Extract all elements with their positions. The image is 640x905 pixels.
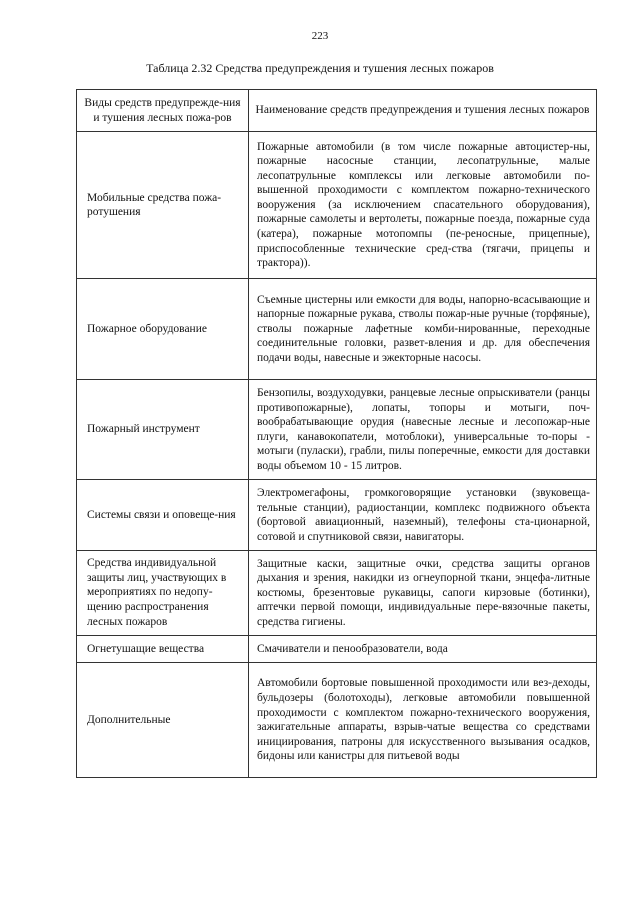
row-desc: Автомобили бортовые повышенной проходимости или вез-деходы, бульдозеры (болотоходы), легковые автомобили повышенной проходимости с комплектом пожарно-технического вооружения, зажигательные аппараты, взрыв-чатые вещества со средствами инициирования, патроны для искусственного вызывания осадков, бидоны или канистры для питьевой воды [249, 663, 597, 778]
table-header-row [77, 90, 597, 132]
row-kind: Системы связи и оповеще-ния [77, 480, 249, 551]
row-desc: Съемные цистерны или емкости для воды, напорно-всасывающие и напорные пожарные рукава, стволы пожар-ные ручные (торфяные), стволы пожарные лафетные комби-нированные, переходные соединительные головки, развет-вления и др. для обеспечения подачи воды, навесные и эжекторные насосы. [249, 279, 597, 380]
table-row [77, 551, 597, 636]
row-desc: Бензопилы, воздуходувки, ранцевые лесные опрыскиватели (ранцы противопожарные), лопаты, топоры и мотыги, поч-вообрабатывающие орудия (навесные лесные и лесопожар-ные плуги, канавокопатели, мотоблоки), универсальные то-поры - мотыги (пуласки), грабли, пилы поперечные, емкости для доставки воды объемом 10 - 15 литров. [249, 380, 597, 480]
header-kind: Виды средств предупрежде-ния и тушения лесных пожа-ров [77, 90, 249, 132]
row-kind: Огнетушащие вещества [77, 636, 249, 663]
table-caption: Таблица 2.32 Средства предупреждения и тушения лесных пожаров [146, 61, 494, 75]
row-desc: Пожарные автомобили (в том числе пожарные автоцистер-ны, пожарные насосные станции, лесопатрульные, малые лесопатрульные комплексы или легковые автомобили по-вышенной проходимости с комплектом пожарно-технического вооружения (за исключением спасательного оборудования), пожарные самолеты и вертолеты, пожарные поезда, пожарные суда (катера), пожарные мотопомпы (пе-реносные, прицепные), приспособленные технические сред-ства (тягачи, прицепы и трактора)). [249, 132, 597, 279]
table-row [77, 132, 597, 279]
means-table [76, 89, 597, 778]
row-kind: Мобильные средства пожа-ротушения [77, 132, 249, 279]
header-desc: Наименование средств предупреждения и тушения лесных пожаров [249, 90, 597, 132]
row-desc: Защитные каски, защитные очки, средства защиты органов дыхания и зрения, накидки из огнеупорной ткани, энцефа-литные костюмы, брезентовые рукавицы, сапоги кирзовые (ботинки), аптечки первой помощи, индивидуальные пере-вязочные пакеты, средства гигиены. [249, 551, 597, 636]
table-row [77, 380, 597, 480]
page-number: 223 [311, 30, 329, 42]
table-row [77, 663, 597, 778]
row-desc: Смачиватели и пенообразователи, вода [249, 636, 597, 663]
row-desc: Электромегафоны, громкоговорящие установки (звуковеща-тельные станции), радиостанции, комплекс подвижного объекта (бортовой авиационный, наземный), телефоны ста-ционарной, сотовой и спутниковой связи, навигаторы. [249, 480, 597, 551]
row-kind: Средства индивидуальной защиты лиц, участвующих в мероприятиях по недопу-щению распространения лесных пожаров [77, 551, 249, 636]
row-kind: Пожарное оборудование [77, 279, 249, 380]
table-row [77, 279, 597, 380]
table-row [77, 636, 597, 663]
row-kind: Дополнительные [77, 663, 249, 778]
row-kind: Пожарный инструмент [77, 380, 249, 480]
table-row [77, 480, 597, 551]
